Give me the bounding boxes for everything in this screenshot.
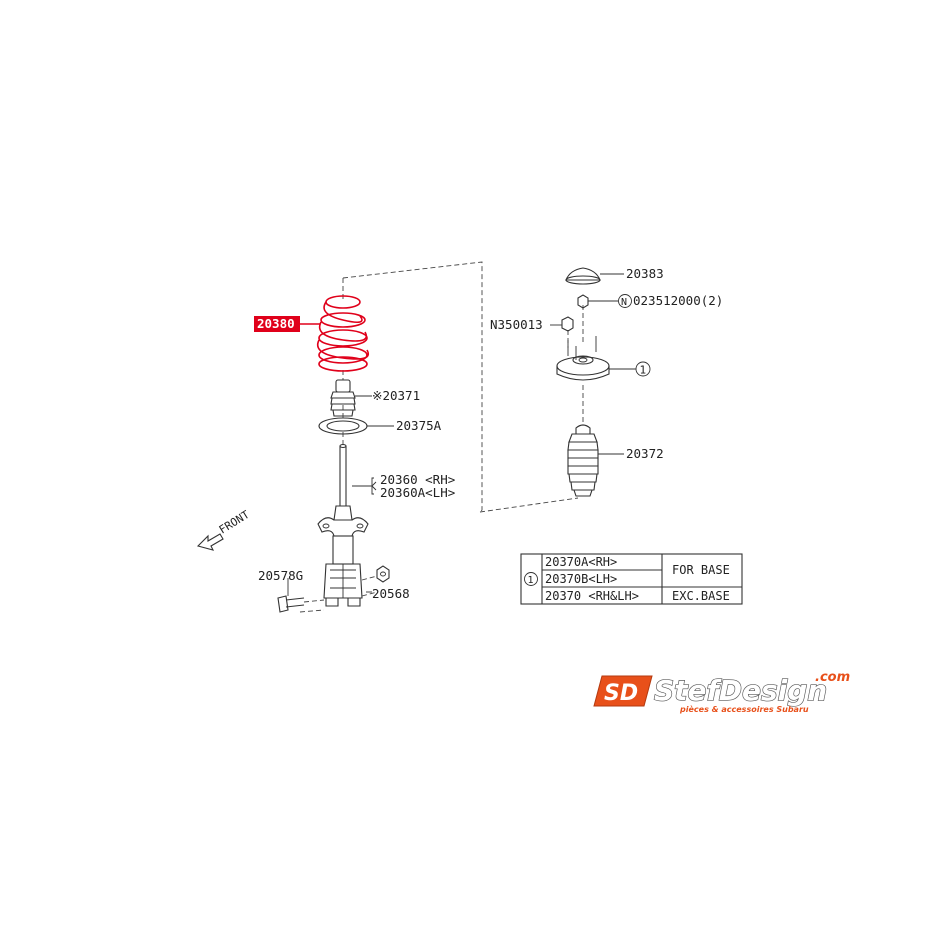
logo-mark: SD xyxy=(604,681,639,706)
label-20372: 20372 xyxy=(626,446,664,461)
spring-seat-20375a[interactable] xyxy=(319,418,394,434)
label-n350013: N350013 xyxy=(490,317,543,332)
assembly-dash-lines xyxy=(343,262,583,512)
front-arrow xyxy=(198,508,252,550)
strut-20360[interactable] xyxy=(318,445,376,607)
application-table xyxy=(521,554,742,604)
strut-mount[interactable] xyxy=(557,336,650,380)
logo-name: StefDesign xyxy=(654,674,828,707)
logo-tagline: pièces & accessoires Subaru xyxy=(680,705,809,714)
nut-n350013[interactable] xyxy=(550,317,573,331)
highlight-label-20380[interactable] xyxy=(254,316,300,332)
dust-boot-20372[interactable] xyxy=(568,425,624,496)
strut-bracket xyxy=(372,478,374,494)
label-circle-one: 1 xyxy=(639,363,647,377)
label-front: FRONT xyxy=(216,507,252,537)
table-row-3-note: EXC.BASE xyxy=(672,589,730,603)
label-n-circle: N xyxy=(621,297,628,308)
label-20578g: 20578G xyxy=(258,568,304,583)
logo-domain: .com xyxy=(815,670,851,685)
label-20383: 20383 xyxy=(626,266,664,281)
label-20371: ※20371 xyxy=(372,388,421,403)
table-row-2-part: 20370B<LH> xyxy=(545,572,618,586)
label-20375a: 20375A xyxy=(396,418,442,433)
table-row-3-part: 20370 <RH&LH> xyxy=(545,589,639,603)
label-20360-rh: 20360 <RH> xyxy=(380,472,456,487)
label-023512000: 023512000(2) xyxy=(633,293,724,308)
table-circle-one: 1 xyxy=(527,575,534,586)
table-row-1-note: FOR BASE xyxy=(672,563,730,577)
nut-023512000[interactable] xyxy=(578,295,632,309)
coil-spring-20380[interactable] xyxy=(300,296,368,371)
cap-20383[interactable] xyxy=(566,268,624,284)
label-20568: 20568 xyxy=(372,586,410,601)
stefdesign-logo[interactable] xyxy=(594,670,850,714)
bump-stop-20371[interactable] xyxy=(331,380,372,416)
table-row-1-part: 20370A<RH> xyxy=(545,555,618,569)
label-20380: 20380 xyxy=(257,316,295,331)
bolt-20578g[interactable] xyxy=(278,578,324,612)
label-20360a-lh: 20360A<LH> xyxy=(380,485,456,500)
